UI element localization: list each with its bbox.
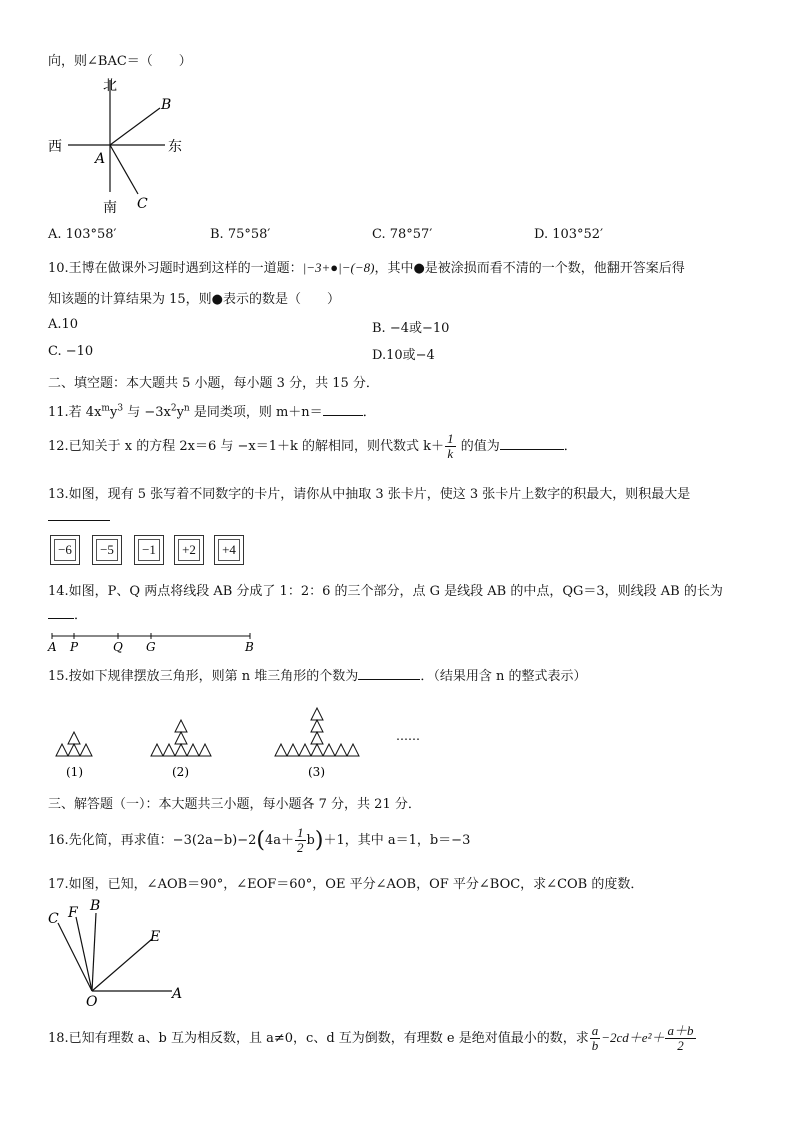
pattern-3-base-triangle [275, 744, 287, 756]
seg-label-p: P [70, 640, 79, 654]
q12-text: 12.已知关于 x 的方程 2x＝6 与 −x＝1＋k 的解相同，则代数式 k＋ $\frac{1}{k}$ 的值为 ． [48, 431, 577, 461]
seg-label-b: B [245, 640, 254, 654]
q13-answer-blank[interactable] [48, 508, 110, 521]
pattern-3-base-triangle [323, 744, 335, 756]
q11-text: 11.若 $4x^my^3$ 与 $-3x^2y^n$ 是同类项，则 m＋n＝ ． [48, 403, 376, 420]
pattern-label-2: (2) [172, 765, 189, 779]
angle-label-c: C [48, 911, 59, 927]
q9-stem: 向，则∠BAC＝（ ） [48, 54, 192, 69]
pattern-2-base-triangle [187, 744, 199, 756]
north-label: 北 [103, 78, 117, 94]
pattern-2-stack-triangle [175, 732, 187, 744]
angle-diagram [44, 895, 204, 1010]
q9-option-b[interactable]: B. 75°58′ [210, 227, 271, 242]
pattern-2-stack-triangle [175, 720, 187, 732]
seg-label-g: G [146, 640, 156, 654]
q10-line1: 10.王博在做课外习题时遇到这样的一道题：|−3+●|−(−8)，其中●是被涂损而看不清的一个数，他翻开答案后得 [48, 260, 685, 276]
q10-expression: |−3+●|−(−8) [302, 260, 375, 275]
q14-answer-blank[interactable] [48, 606, 74, 619]
q10-option-b[interactable]: B. −4或−10 [372, 321, 450, 336]
pattern-2-base-triangle [175, 744, 187, 756]
pattern-1-base-triangle [68, 744, 80, 756]
angle-label-b: B [90, 898, 101, 914]
pattern-3-base-triangle [287, 744, 299, 756]
seg-label-q: Q [113, 640, 123, 654]
q15-answer-blank[interactable] [358, 667, 420, 680]
west-label: 西 [48, 139, 62, 155]
pattern-3-stack-triangle [311, 708, 323, 720]
angle-label-f: F [68, 905, 78, 921]
point-b-label: B [161, 97, 172, 113]
q12-answer-blank[interactable] [500, 437, 564, 450]
pattern-3-base-triangle [311, 744, 323, 756]
q9-option-c[interactable]: C. 78°57′ [372, 227, 433, 242]
card-minus-1[interactable]: −1 [134, 535, 164, 565]
point-c-label: C [137, 196, 148, 212]
q10-option-a[interactable]: A.10 [48, 317, 79, 332]
q18-text: 18.已知有理数 a、b 互为相反数，且 a≠0，c、d 互为倒数，有理数 e 是绝对值最小的数，求 $\frac{a}{b}$ −2cd＋e²＋ $\frac{a+b}{2}$ [48, 1023, 694, 1053]
pattern-3-base-triangle [335, 744, 347, 756]
south-label: 南 [103, 200, 117, 216]
section2-heading: 二、填空题：本大题共 5 小题，每小题 3 分，共 15 分． [48, 376, 379, 391]
q11-answer-blank[interactable] [323, 403, 363, 416]
angle-label-e: E [150, 929, 161, 945]
q15-text: 15.按如下规律摆放三角形，则第 n 堆三角形的个数为 ．（结果用含 n 的整式表示） [48, 669, 587, 684]
q14-text: 14.如图，P、Q 两点将线段 AB 分成了 1：2：6 的三个部分，点 G 是线段 AB 的中点，QG＝3，则线段 AB 的长为 [48, 584, 723, 599]
q14-answer-line: ． [48, 604, 87, 623]
card-plus-2[interactable]: +2 [174, 535, 204, 565]
seg-label-a: A [48, 640, 57, 654]
q9-option-a[interactable]: A. 103°58′ [48, 227, 117, 242]
east-label: 东 [168, 139, 182, 155]
pattern-2-base-triangle [199, 744, 211, 756]
pattern-2-base-triangle [151, 744, 163, 756]
pattern-3-stack-triangle [311, 732, 323, 744]
pattern-1-stack-triangle [68, 732, 80, 744]
pattern-3-base-triangle [347, 744, 359, 756]
pattern-1-base-triangle [80, 744, 92, 756]
triangle-pattern [44, 688, 444, 780]
q10-option-c[interactable]: C. −10 [48, 344, 94, 359]
pattern-ellipsis: …… [396, 729, 420, 743]
q16-text: 16.先化简，再求值：−3(2a−b)−2(4a＋ $\frac{1}{2}$ b)＋1，其中 a＝1，b＝−3 [48, 825, 471, 855]
angle-label-o: O [86, 994, 98, 1010]
pattern-label-3: (3) [308, 765, 325, 779]
q10-option-d[interactable]: D.10或−4 [372, 348, 435, 363]
q17-text: 17.如图，已知，∠AOB＝90°，∠EOF＝60°，OE 平分∠AOB，OF 平分∠BOC，求∠COB 的度数． [48, 877, 644, 892]
card-minus-5[interactable]: −5 [92, 535, 122, 565]
card-plus-4[interactable]: +4 [214, 535, 244, 565]
pattern-3-base-triangle [299, 744, 311, 756]
pattern-2-base-triangle [163, 744, 175, 756]
q9-option-d[interactable]: D. 103°52′ [534, 227, 604, 242]
section3-heading: 三、解答题（一）：本大题共三小题，每小题各 7 分，共 21 分． [48, 797, 421, 812]
point-a-label: A [95, 151, 106, 167]
pattern-3-stack-triangle [311, 720, 323, 732]
card-minus-6[interactable]: −6 [50, 535, 80, 565]
angle-label-a: A [172, 986, 183, 1002]
q13-text: 13.如图，现有 5 张写着不同数字的卡片，请你从中抽取 3 张卡片，使这 3 张卡片上数字的积最大，则积最大是 [48, 487, 691, 502]
pattern-1-base-triangle [56, 744, 68, 756]
segment-diagram [44, 628, 264, 654]
compass-diagram [40, 72, 200, 217]
pattern-label-1: (1) [66, 765, 83, 779]
q10-line2: 知该题的计算结果为 15，则●表示的数是（ ） [48, 292, 341, 307]
